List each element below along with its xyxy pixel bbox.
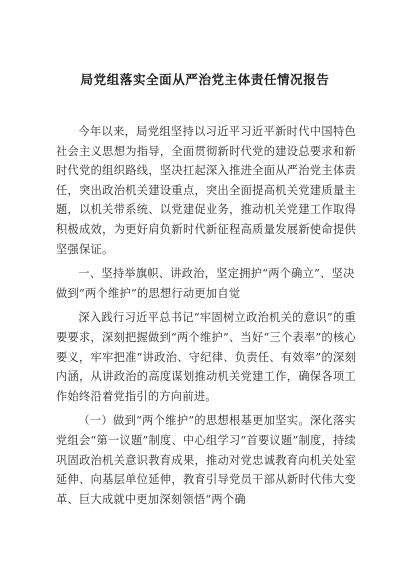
intro-paragraph: 今年以来，局党组坚持以习近平习近平新时代中国特色社会主义思想为指导，全面贯彻新时代党的建设总要求和新时代党的组织路线，坚决扛起深入推进全面从严治党主体责任，突出政治机关建设重点，突出全面提高机关党建质量主题，以机关带系统、以党建促业务，推动机关党建工作取得积极成效，为更好肩负新时代新征程高质量发展新使命提供坚强保证。 — [56, 125, 356, 256]
subsection-paragraph: （一）做到“两个维护”的思想根基更加坚实。深化落实党组会“第一议题”制度、中心组学习“首要议题”制度，持续巩固政治机关意识教育成果，推动对党忠诚教育向机关处室延伸、向基层单位延伸，教育引导党员干部从新时代伟大变革、巨大成就中更加深刻领悟“两个确 — [56, 414, 356, 506]
document-title: 局党组落实全面从严治党主体责任情况报告 — [80, 72, 330, 87]
document-body — [56, 122, 356, 514]
body-paragraph: 深入践行习近平总书记“牢固树立政治机关的意识”的重要要求，深刻把握做到“两个维护”、当好“三个表率”的核心要义，牢牢把准“讲政治、守纪律、负责任、有效率”的深刻内涵，从讲政治的高度谋划推动机关党建工作，确保各项工作始终沿着党指引的方向前进。 — [56, 311, 356, 403]
section-heading: 一、坚持举旗帜、讲政治，坚定拥护“两个确立”、坚决做到“两个维护”的思想行动更加自觉 — [56, 267, 355, 300]
